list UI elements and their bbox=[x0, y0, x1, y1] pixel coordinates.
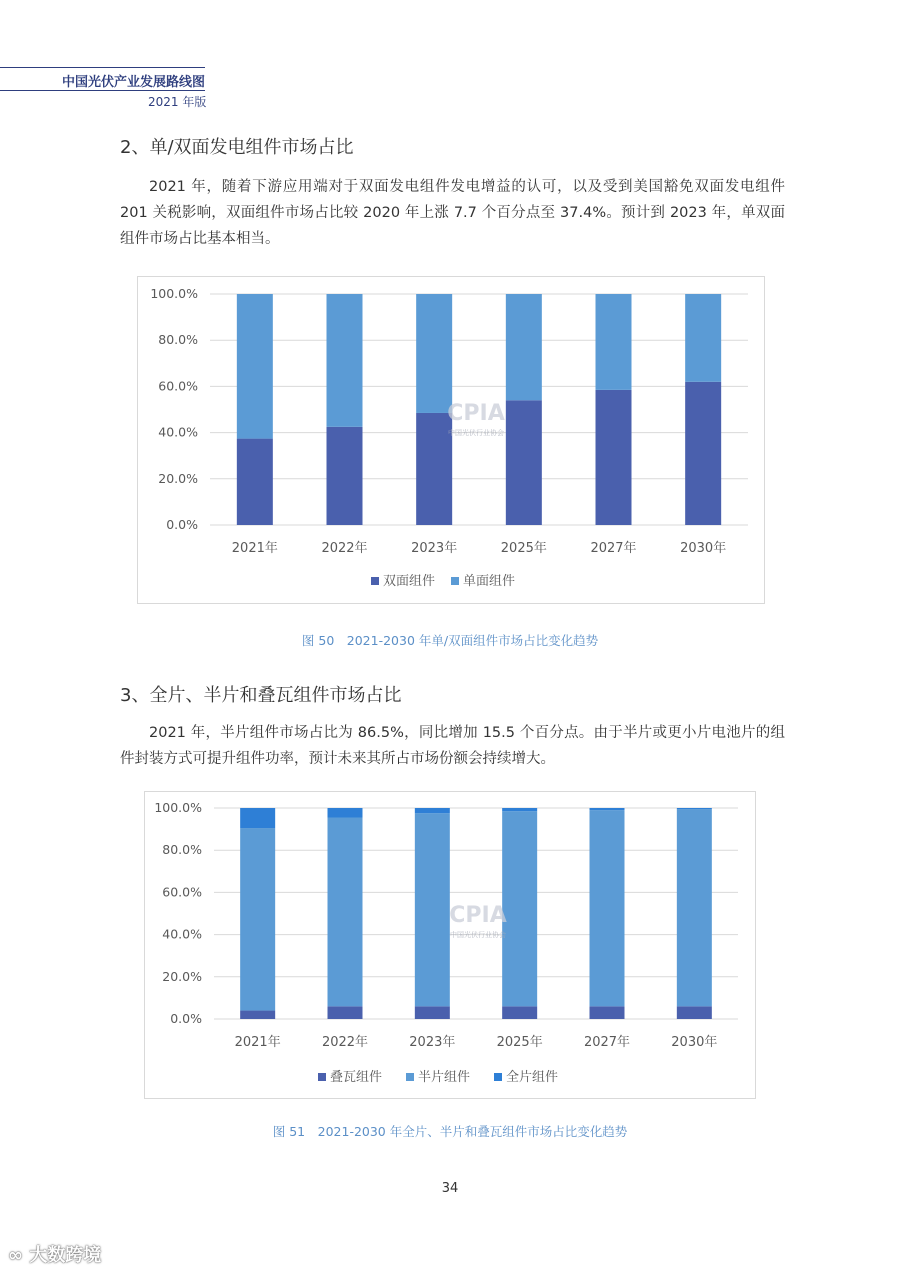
bar-3 bbox=[328, 808, 363, 817]
legend-swatch bbox=[451, 577, 459, 585]
bar-1 bbox=[506, 400, 542, 525]
cpia-watermark-name: CPIA bbox=[447, 401, 505, 426]
bar-1 bbox=[502, 1006, 537, 1019]
corner-watermark bbox=[8, 1241, 101, 1267]
bar-1 bbox=[596, 390, 632, 525]
x-tick-label: 2030年 bbox=[680, 541, 727, 556]
section-3-title: 3、全片、半片和叠瓦组件市场占比 bbox=[120, 685, 402, 706]
x-tick-label: 2022年 bbox=[321, 1035, 369, 1050]
bar-1 bbox=[328, 1006, 363, 1019]
x-tick-label: 2027年 bbox=[590, 541, 637, 556]
legend-label: 半片组件 bbox=[418, 1070, 471, 1085]
bar-1 bbox=[590, 1006, 625, 1019]
header-rule-top bbox=[0, 67, 205, 68]
bar-1 bbox=[685, 382, 721, 525]
bar-3 bbox=[240, 808, 275, 828]
y-tick-label: 0.0% bbox=[170, 1011, 202, 1026]
chart-2-frame bbox=[144, 791, 756, 1099]
bar-3 bbox=[590, 808, 625, 810]
section-3-paragraph: 2021 年，半片组件市场占比为 86.5%，同比增加 15.5 个百分点。由于半片或更小片电池片的组件封装方式可提升组件功率，预计未来其所占市场份额会持续增大。 bbox=[120, 725, 785, 767]
bar-2 bbox=[416, 294, 452, 413]
y-tick-label: 20.0% bbox=[158, 470, 198, 486]
bar-2 bbox=[506, 294, 542, 400]
bar-3 bbox=[502, 808, 537, 811]
chart-2-caption: 图 51 2021-2030 年全片、半片和叠瓦组件市场占比变化趋势 bbox=[272, 1124, 628, 1139]
legend-swatch bbox=[494, 1073, 502, 1081]
y-tick-label: 60.0% bbox=[158, 378, 198, 394]
x-tick-label: 2025年 bbox=[496, 1035, 543, 1050]
x-tick-label: 2023年 bbox=[411, 541, 458, 556]
bar-2 bbox=[502, 811, 537, 1006]
y-tick-label: 100.0% bbox=[150, 286, 198, 301]
cpia-watermark bbox=[447, 401, 504, 437]
legend-swatch bbox=[406, 1073, 414, 1081]
legend-swatch bbox=[371, 577, 379, 585]
legend-label: 单面组件 bbox=[463, 574, 516, 589]
bar-1 bbox=[327, 427, 363, 525]
chart-1-caption: 图 50 2021-2030 年单/双面组件市场占比变化趋势 bbox=[301, 633, 599, 648]
bar-2 bbox=[328, 817, 363, 1006]
chart-1-frame bbox=[137, 276, 765, 604]
legend-label: 全片组件 bbox=[506, 1070, 559, 1085]
y-tick-label: 40.0% bbox=[162, 926, 202, 942]
bar-2 bbox=[327, 294, 363, 427]
bar-1 bbox=[677, 1006, 712, 1019]
bar-1 bbox=[240, 1011, 275, 1019]
legend-swatch bbox=[318, 1073, 326, 1081]
legend-label: 叠瓦组件 bbox=[330, 1070, 383, 1085]
section-2-title: 2、单/双面发电组件市场占比 bbox=[120, 137, 354, 158]
y-tick-label: 80.0% bbox=[162, 842, 202, 858]
header-rule-bottom bbox=[0, 90, 205, 91]
bar-2 bbox=[237, 294, 273, 439]
bar-2 bbox=[415, 813, 450, 1006]
bar-2 bbox=[596, 294, 632, 390]
x-tick-label: 2021年 bbox=[231, 541, 278, 556]
y-tick-label: 0.0% bbox=[166, 517, 198, 532]
x-tick-label: 2027年 bbox=[583, 1035, 631, 1050]
x-tick-label: 2030年 bbox=[671, 1035, 718, 1050]
bar-1 bbox=[416, 413, 452, 525]
x-tick-label: 2021年 bbox=[234, 1035, 281, 1050]
section-2-paragraph: 2021 年，随着下游应用端对于双面发电组件发电增益的认可，以及受到美国豁免双面发电组件 201 关税影响，双面组件市场占比较 2020 年上涨 7.7 个百分点至 37.4%。预计到 2023 年，单双面组件市场占比基本相当。 bbox=[120, 179, 785, 247]
cpia-watermark-name: CPIA bbox=[449, 903, 507, 928]
cpia-watermark-subtitle: 中国光伏行业协会 bbox=[448, 429, 504, 437]
y-tick-label: 20.0% bbox=[162, 968, 202, 984]
bar-3 bbox=[677, 808, 712, 809]
chart-1-svg bbox=[138, 277, 764, 603]
bar-2 bbox=[240, 828, 275, 1011]
bar-2 bbox=[677, 809, 712, 1006]
x-tick-label: 2022年 bbox=[321, 541, 368, 556]
bar-2 bbox=[685, 294, 721, 382]
header-title: 中国光伏产业发展路线图 bbox=[62, 75, 206, 90]
legend-label: 双面组件 bbox=[383, 574, 436, 589]
cpia-watermark-subtitle: 中国光伏行业协会 bbox=[450, 931, 506, 939]
x-tick-label: 2025年 bbox=[500, 541, 547, 556]
bar-2 bbox=[590, 810, 625, 1006]
y-tick-label: 100.0% bbox=[154, 800, 202, 815]
corner-watermark-icon: ∞ bbox=[8, 1245, 23, 1266]
chart-2-svg bbox=[145, 792, 755, 1098]
y-tick-label: 80.0% bbox=[158, 332, 198, 348]
page-number: 34 bbox=[441, 1181, 459, 1196]
header-edition: 2021 年版 bbox=[148, 95, 207, 109]
y-tick-label: 60.0% bbox=[162, 884, 202, 900]
cpia-watermark bbox=[449, 903, 506, 939]
bar-1 bbox=[415, 1006, 450, 1019]
x-tick-label: 2023年 bbox=[409, 1035, 456, 1050]
y-tick-label: 40.0% bbox=[158, 424, 198, 440]
bar-1 bbox=[237, 439, 273, 525]
corner-watermark-text: 大数跨境 bbox=[29, 1245, 102, 1266]
bar-3 bbox=[415, 808, 450, 813]
